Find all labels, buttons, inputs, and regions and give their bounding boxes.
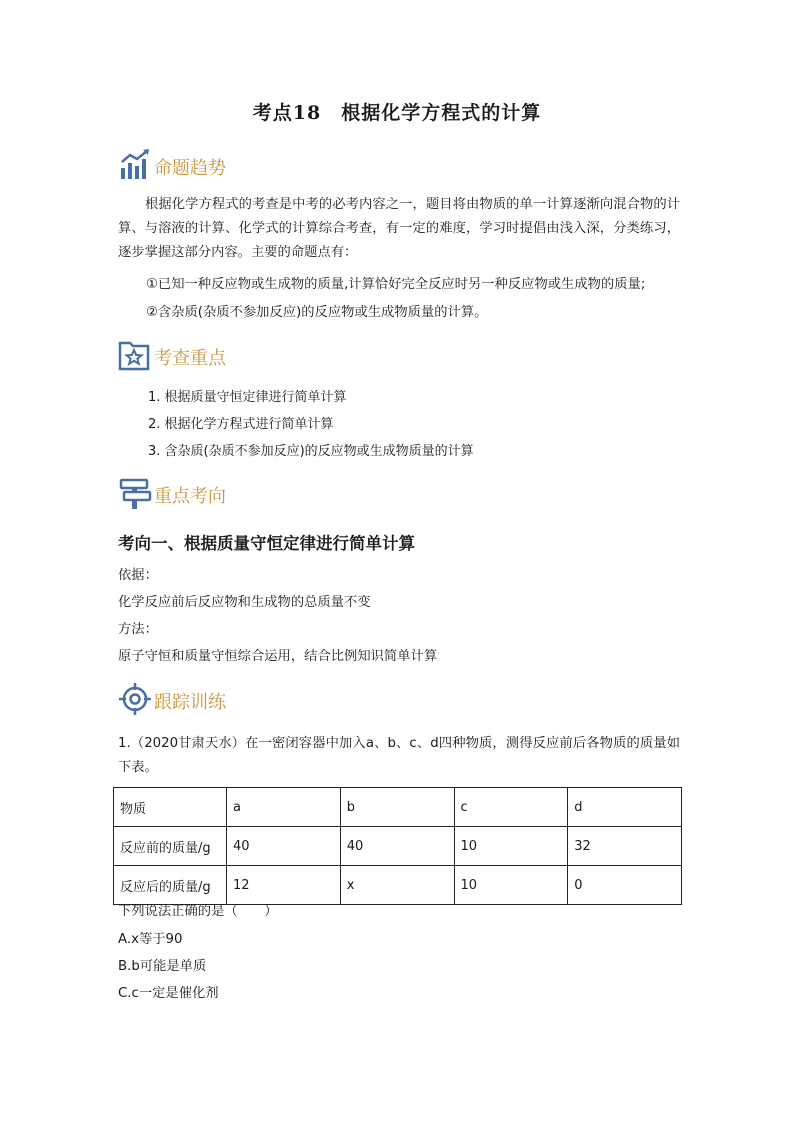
page-title: 考点18 根据化学方程式的计算 [252,102,542,124]
table-row [114,827,682,866]
point-2: ②含杂质(杂质不参加反应)的反应物或生成物质量的计算。 [146,305,488,320]
signpost-icon [118,476,152,510]
question-prompt: 下列说法正确的是（ ） [118,904,278,919]
method-label: 方法： [118,622,158,637]
focus-item-2: 2. 根据化学方程式进行简单计算 [148,417,334,432]
basis-text: 化学反应前后反应物和生成物的总质量不变 [118,595,371,610]
table-cell: 10 [454,827,568,866]
table-cell: x [340,866,454,905]
option-c: C.c一定是催化剂 [118,986,219,1001]
table-cell: 12 [227,866,341,905]
table-cell: b [340,788,454,827]
table-row [114,866,682,905]
section-focus [118,332,226,372]
table-cell: 40 [227,827,341,866]
table-cell: 40 [340,827,454,866]
table-cell: 物质 [114,788,227,827]
point-1: ①已知一种反应物或生成物的质量,计算恰好完全反应时另一种反应物或生成物的质量; [146,277,646,292]
focus-item-3: 3. 含杂质(杂质不参加反应)的反应物或生成物质量的计算 [148,444,474,459]
basis-label: 依据： [118,568,158,583]
intro-paragraph: 根据化学方程式的考查是中考的必考内容之一，题目将由物质的单一计算逐渐向混合物的计算、与溶液的计算、化学式的计算综合考查，有一定的难度，学习时提倡由浅入深，分类练习，逐步掌握这部分内容。主要的命题点有： [118,197,680,260]
table-cell: 10 [454,866,568,905]
table-cell: a [227,788,341,827]
target-icon [118,682,152,716]
table-cell: 反应前的质量/g [114,827,227,866]
section-practice [118,676,226,716]
mass-table [113,787,682,905]
option-b: B.b可能是单质 [118,959,207,974]
section-direction-label: 重点考向 [154,486,226,507]
question-stem: 1.（2020甘肃天水）在一密闭容器中加入a、b、c、d四种物质，测得反应前后各物质的质量如下表。 [118,736,680,775]
section-trend [118,142,226,182]
direction-heading: 考向一、根据质量守恒定律进行简单计算 [118,534,415,553]
focus-item-1: 1. 根据质量守恒定律进行简单计算 [148,390,347,405]
section-practice-label: 跟踪训练 [154,692,226,713]
star-folder-icon [118,338,152,372]
table-cell: 32 [568,827,682,866]
table-cell: 反应后的质量/g [114,866,227,905]
table-header-row [114,788,682,827]
section-trend-label: 命题趋势 [154,158,226,179]
section-direction [118,470,226,510]
section-focus-label: 考查重点 [154,348,226,369]
table-cell: c [454,788,568,827]
table-cell: 0 [568,866,682,905]
chart-icon [118,148,152,182]
table-cell: d [568,788,682,827]
method-text: 原子守恒和质量守恒综合运用，结合比例知识简单计算 [118,649,438,664]
option-a: A.x等于90 [118,932,183,947]
